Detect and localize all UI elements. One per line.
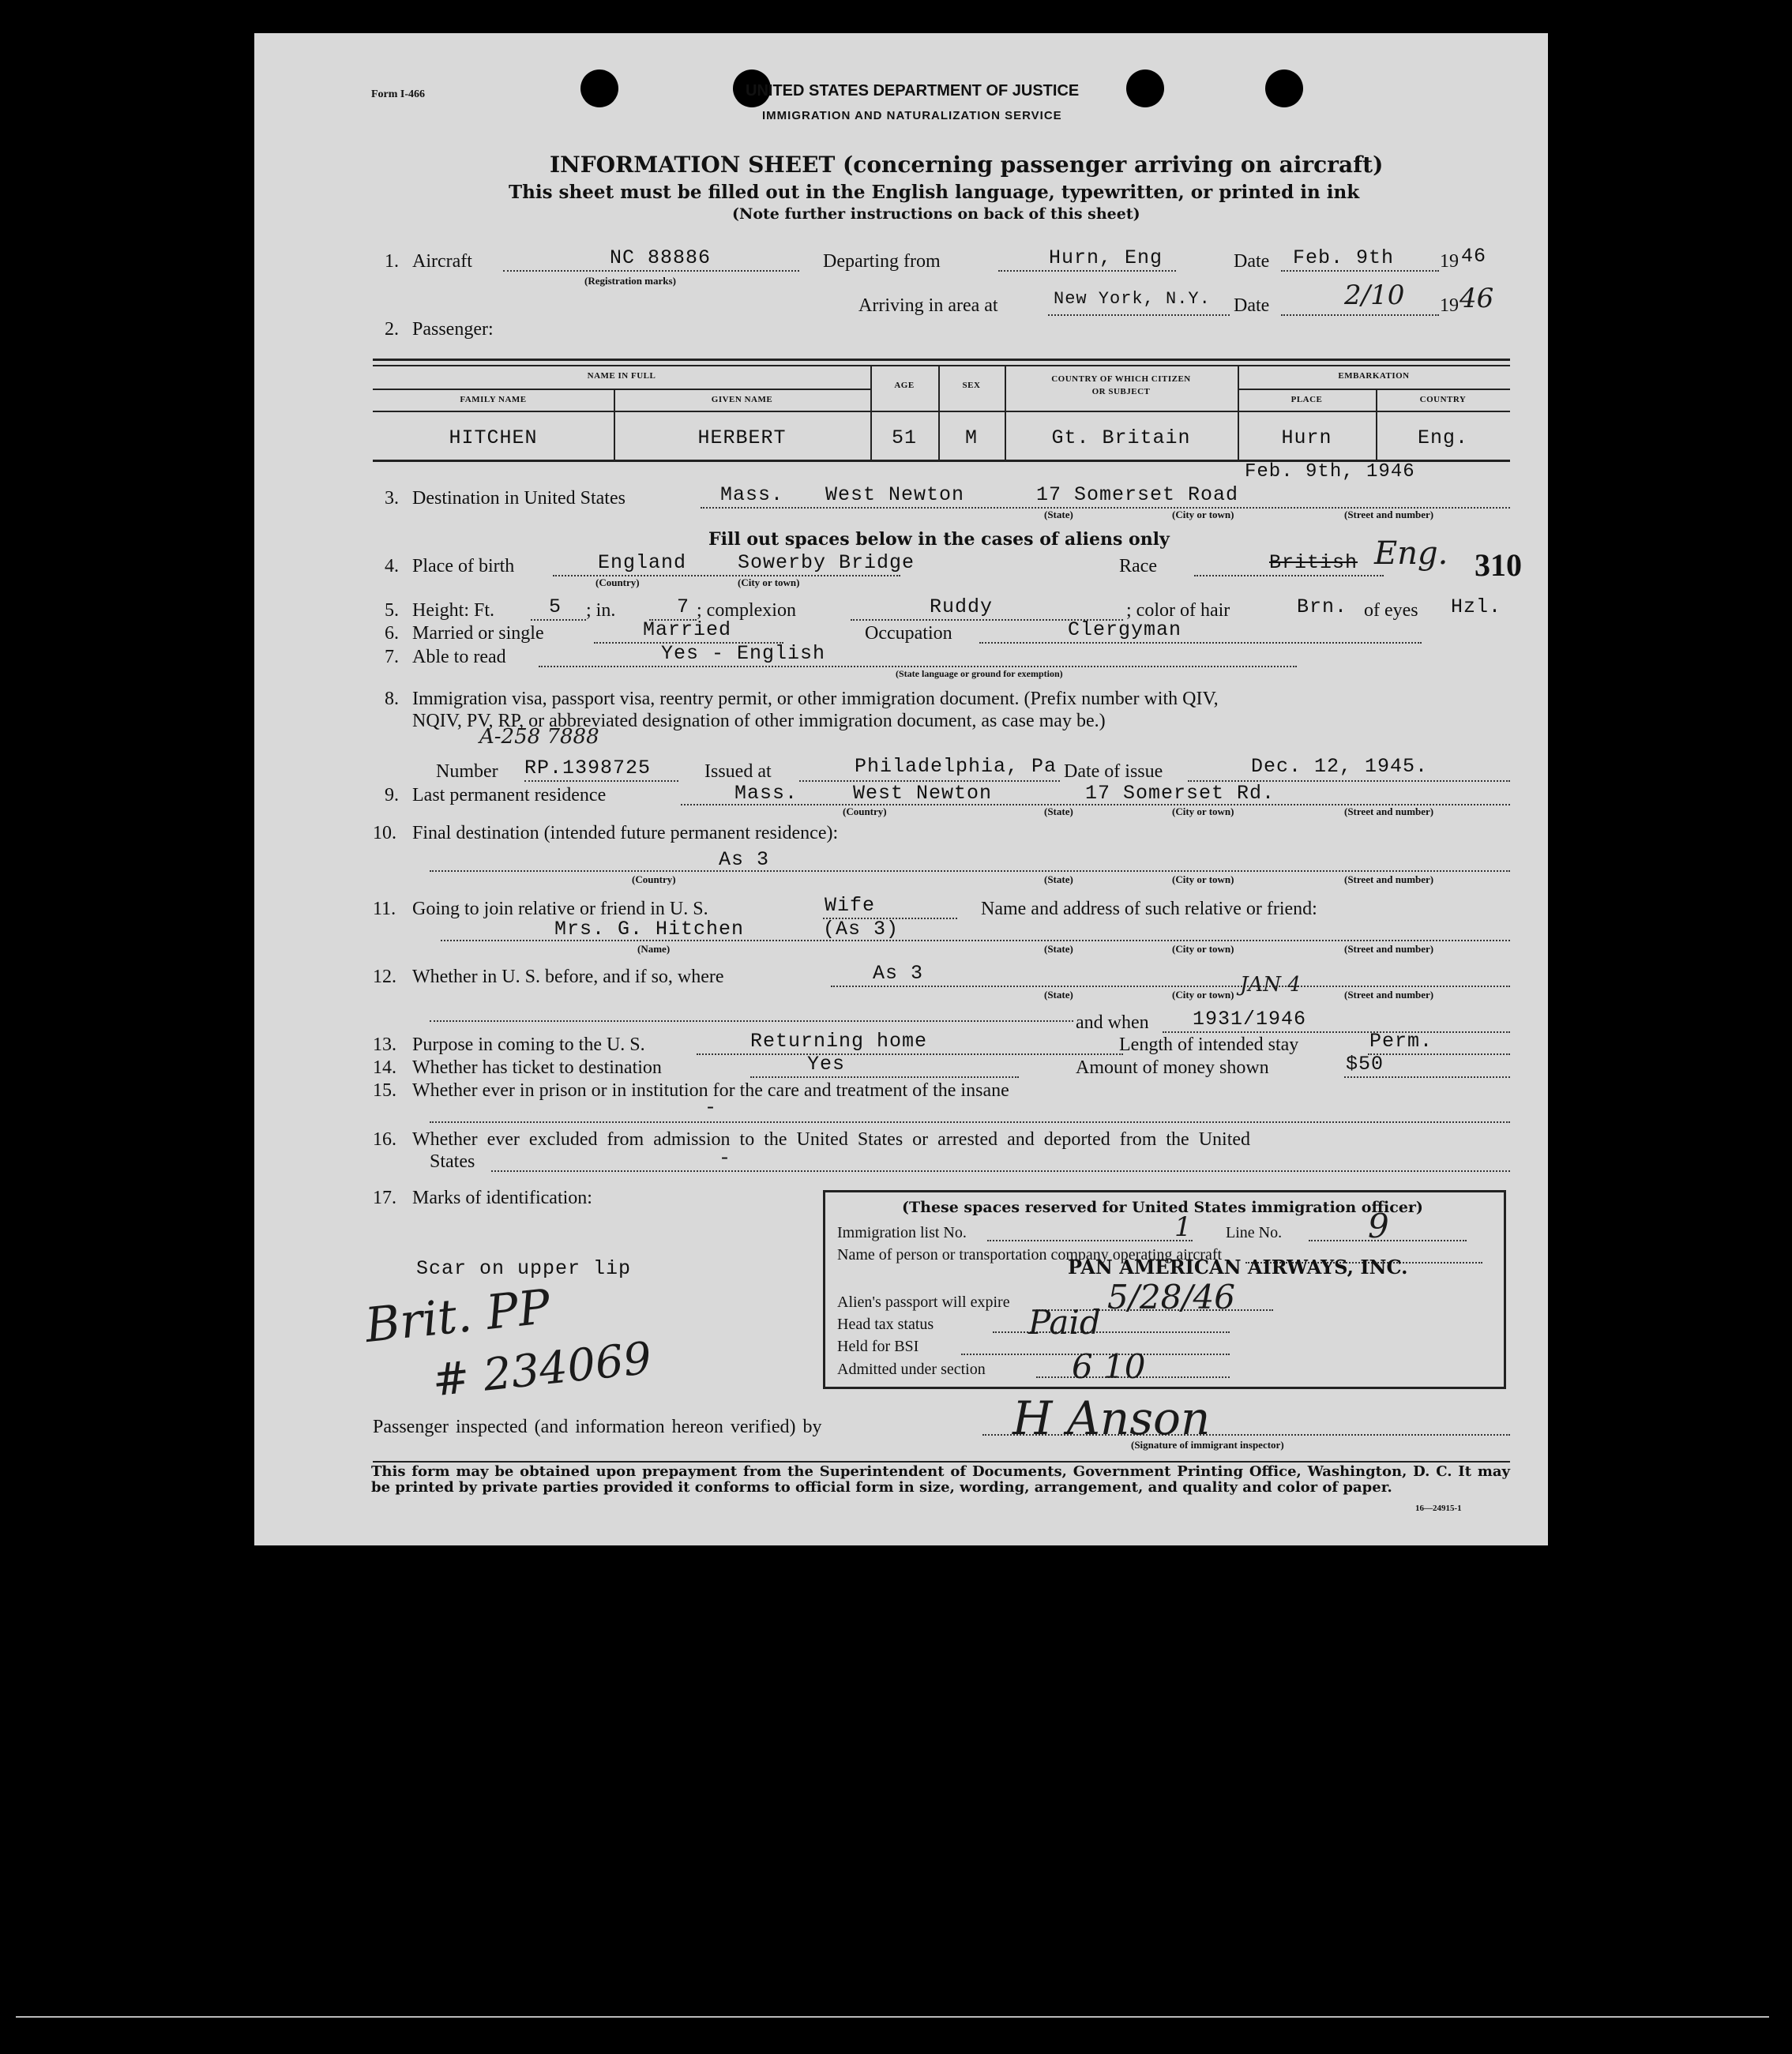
relative-address: (As 3) [823, 918, 900, 941]
race-handwritten: Eng. [1374, 535, 1448, 572]
arriving-label: Arriving in area at [858, 295, 998, 316]
item-number: 5. [385, 600, 399, 621]
item-number: 14. [373, 1057, 396, 1078]
item-number: 16. [373, 1129, 396, 1150]
hair-value: Brn. [1297, 595, 1348, 618]
caption: (Street and number) [1344, 943, 1434, 955]
height-ft: 5 [549, 595, 562, 618]
read-label: Able to read [412, 647, 506, 667]
previous-visit-where: As 3 [873, 962, 924, 985]
form-title: INFORMATION SHEET (concerning passenger arriving on aircraft) [550, 152, 1384, 178]
caption: (Country) [632, 873, 676, 885]
ticket-label: Whether has ticket to destination [412, 1057, 662, 1078]
inches-label: ; in. [586, 600, 616, 621]
number-label: Number [436, 761, 498, 782]
item-number: 1. [385, 251, 399, 272]
relative-name-label: Name and address of such relative or friend: [981, 899, 1317, 919]
footer-text: This form may be obtained upon prepayment from the Superintendent of Documents, Government Printing Office, Washington, D. C. It may be printed by private parties provided it conforms to official form in size, wording, arrangement, and quality and color of paper. [371, 1463, 1510, 1496]
service-name: IMMIGRATION AND NATURALIZATION SERVICE [762, 109, 1062, 122]
identification-value: Scar on upper lip [416, 1257, 632, 1280]
family-name-header: FAMILY NAME [460, 395, 527, 404]
form-number: Form I-466 [371, 88, 426, 100]
item-number: 8. [385, 689, 399, 709]
table-border [1238, 389, 1510, 390]
issue-date-label: Date of issue [1064, 761, 1163, 782]
destination-state: Mass. [720, 483, 784, 506]
final-destination-value: As 3 [719, 848, 770, 871]
excluded-label: Whether ever excluded from admission to the United States or arrested and deported from the United [412, 1129, 1251, 1150]
citizen-value: Gt. Britain [1051, 426, 1191, 449]
marital-label: Married or single [412, 623, 544, 644]
given-name-value: HERBERT [697, 426, 787, 449]
item-number: 9. [385, 785, 399, 805]
citizen-header: OR SUBJECT [1091, 387, 1151, 396]
embark-date-value: Feb. 9th, 1946 [1245, 461, 1415, 483]
caption: (City or town) [738, 576, 800, 588]
previous-visit-when: 1931/1946 [1193, 1008, 1307, 1031]
complexion-value: Ruddy [930, 595, 994, 618]
item-number: 3. [385, 488, 399, 509]
caption: (City or town) [1172, 509, 1234, 520]
height-in: 7 [677, 595, 690, 618]
race-struck-value: British [1269, 551, 1358, 574]
hair-label: ; color of hair [1126, 600, 1230, 621]
ticket-value: Yes [807, 1053, 846, 1076]
issued-label: Issued at [704, 761, 772, 782]
embark-country-value: Eng. [1417, 426, 1468, 449]
stay-value: Perm. [1369, 1030, 1433, 1053]
aliens-section-header: Fill out spaces below in the cases of aliens only [708, 529, 1170, 550]
caption: (Street and number) [1344, 509, 1434, 520]
caption: (Country) [843, 805, 887, 817]
departing-label: Departing from [823, 251, 941, 272]
line-number: 9 [1368, 1207, 1389, 1245]
excluded-value: - [719, 1147, 732, 1170]
form-note: (Note further instructions on back of this sheet) [732, 205, 1140, 223]
inspector-signature: H Anson [1012, 1391, 1211, 1445]
caption: (City or town) [1172, 805, 1234, 817]
document-instructions: Immigration visa, passport visa, reentry permit, or other immigration document. (Prefix number with QIV, [412, 689, 1219, 709]
place-header: PLACE [1290, 395, 1323, 404]
when-label: and when [1076, 1012, 1149, 1033]
embarkation-header: EMBARKATION [1338, 371, 1410, 381]
item-number: 12. [373, 967, 396, 987]
passenger-label: Passenger: [412, 319, 494, 340]
occupation-value: Clergyman [1068, 618, 1182, 641]
date-label: Date [1234, 295, 1270, 316]
table-border [373, 411, 1510, 412]
caption: (City or town) [1172, 943, 1234, 955]
punch-hole [580, 69, 618, 107]
purpose-label: Purpose in coming to the U. S. [412, 1035, 645, 1055]
sex-value: M [964, 426, 978, 449]
destination-city: West Newton [825, 483, 965, 506]
age-value: 51 [891, 426, 917, 449]
previous-visit-label: Whether in U. S. before, and if so, where [412, 967, 724, 987]
signature-caption: (Signature of immigrant inspector) [1131, 1439, 1284, 1451]
arrive-year: 46 [1460, 283, 1494, 314]
caption: (Street and number) [1344, 989, 1434, 1001]
embark-place-value: Hurn [1281, 426, 1332, 449]
scan-edge-line [16, 2016, 1769, 2018]
punch-hole [1126, 69, 1164, 107]
line-label: Line No. [1226, 1224, 1283, 1241]
identification-label: Marks of identification: [412, 1188, 592, 1208]
age-header: AGE [894, 381, 915, 390]
passport-number: # 234069 [430, 1332, 655, 1407]
year-prefix: 19 [1440, 251, 1459, 272]
caption: (Street and number) [1344, 805, 1434, 817]
item-number: 10. [373, 823, 396, 843]
tax-label: Head tax status [837, 1316, 934, 1333]
table-border [373, 365, 1510, 366]
name-in-full-header: NAME IN FULL [587, 371, 656, 381]
aircraft-label: Aircraft [412, 251, 472, 272]
expire-label: Alien's passport will expire [837, 1294, 1010, 1311]
table-border [373, 389, 870, 390]
table-border [373, 359, 1510, 361]
caption: (Name) [637, 943, 671, 955]
list-label: Immigration list No. [837, 1224, 967, 1241]
tax-value: Paid [1028, 1303, 1101, 1342]
punch-hole [1265, 69, 1303, 107]
expire-value: 5/28/46 [1107, 1278, 1235, 1316]
height-label: Height: Ft. [412, 600, 495, 621]
race-code: 310 [1475, 547, 1522, 583]
item-number: 7. [385, 647, 399, 667]
occupation-label: Occupation [865, 623, 952, 644]
item-number: 2. [385, 319, 399, 340]
race-label: Race [1119, 556, 1157, 576]
relative-name: Mrs. G. Hitchen [554, 918, 745, 941]
depart-date: Feb. 9th [1293, 246, 1395, 269]
alien-number-handwritten: A-258 7888 [479, 725, 599, 749]
birth-country: England [598, 551, 687, 574]
prison-value: - [704, 1096, 718, 1119]
list-number: 1 [1174, 1211, 1192, 1243]
money-label: Amount of money shown [1076, 1057, 1269, 1078]
purpose-value: Returning home [750, 1030, 928, 1053]
item-number: 13. [373, 1035, 396, 1055]
prison-label: Whether ever in prison or in institution for the care and treatment of the insane [412, 1080, 1009, 1101]
birth-city: Sowerby Bridge [738, 551, 915, 574]
section-value: 6 10 [1072, 1347, 1146, 1386]
document-instructions: NQIV, PV, RP, or abbreviated designation of other immigration document, as case may be.) [412, 711, 1106, 731]
caption: (State) [1044, 943, 1073, 955]
form-sheet [254, 33, 1548, 1545]
form-subtitle: This sheet must be filled out in the English language, typewritten, or printed in ink [509, 182, 1360, 203]
caption: (City or town) [1172, 989, 1234, 1001]
caption: (Country) [595, 576, 640, 588]
previous-visit-note: JAN 4 [1240, 973, 1301, 997]
eyes-value: Hzl. [1451, 595, 1502, 618]
bsi-label: Held for BSI [837, 1338, 919, 1355]
document-number: RP.1398725 [524, 757, 652, 779]
given-name-header: GIVEN NAME [711, 395, 773, 404]
item-number: 15. [373, 1080, 396, 1101]
relation-value: Wife [825, 894, 876, 917]
issue-date-value: Dec. 12, 1945. [1251, 755, 1429, 778]
caption: (Street and number) [1344, 873, 1434, 885]
date-label: Date [1234, 251, 1270, 272]
complexion-label: ; complexion [697, 600, 796, 621]
caption: (State) [1044, 509, 1073, 520]
arriving-value: New York, N.Y. [1054, 289, 1211, 309]
caption: (State) [1044, 989, 1073, 1001]
read-value: Yes - English [661, 642, 826, 665]
family-name-value: HITCHEN [449, 426, 538, 449]
department-name: UNITED STATES DEPARTMENT OF JUSTICE [746, 82, 1080, 100]
officer-box-header: (These spaces reserved for United States immigration officer) [902, 1199, 1423, 1216]
eyes-label: of eyes [1364, 600, 1418, 621]
year-prefix: 19 [1440, 295, 1459, 316]
passport-note: Brit. PP [362, 1279, 553, 1354]
caption: (State) [1044, 805, 1073, 817]
caption: (City or town) [1172, 873, 1234, 885]
item-number: 4. [385, 556, 399, 576]
item-number: 6. [385, 623, 399, 644]
aircraft-value: NC 88886 [610, 246, 712, 269]
citizen-header: COUNTRY OF WHICH CITIZEN [1051, 374, 1191, 384]
country-header: COUNTRY [1419, 395, 1467, 404]
arrive-date: 2/10 [1344, 280, 1405, 311]
item-number: 17. [373, 1188, 396, 1208]
stay-label: Length of intended stay [1119, 1035, 1299, 1055]
depart-year: 46 [1461, 245, 1487, 268]
excluded-label: States [430, 1151, 475, 1172]
company-value: PAN AMERICAN AIRWAYS, INC. [1068, 1256, 1408, 1279]
residence-label: Last permanent residence [412, 785, 607, 805]
join-relative-label: Going to join relative or friend in U. S. [412, 899, 708, 919]
form-code: 16—24915-1 [1415, 1504, 1462, 1513]
birthplace-label: Place of birth [412, 556, 515, 576]
destination-label: Destination in United States [412, 488, 626, 509]
destination-street: 17 Somerset Road [1036, 483, 1239, 506]
caption: (State language or ground for exemption) [896, 668, 1063, 679]
residence-city: West Newton [853, 782, 993, 805]
marital-value: Married [643, 618, 732, 641]
inspected-label: Passenger inspected (and information hereon verified) by [373, 1417, 822, 1437]
item-number: 11. [373, 899, 396, 919]
sex-header: SEX [962, 381, 981, 390]
registration-caption: (Registration marks) [584, 275, 676, 287]
section-label: Admitted under section [837, 1361, 986, 1378]
departing-value: Hurn, Eng [1049, 246, 1163, 269]
issued-value: Philadelphia, Pa [855, 755, 1058, 778]
residence-state: Mass. [734, 782, 798, 805]
money-value: $50 [1346, 1053, 1384, 1076]
final-destination-label: Final destination (intended future permanent residence): [412, 823, 839, 843]
residence-street: 17 Somerset Rd. [1085, 782, 1275, 805]
company-label: Name of person or transportation company operating aircraft [837, 1246, 1223, 1264]
caption: (State) [1044, 873, 1073, 885]
footer-rule [373, 1461, 1510, 1463]
